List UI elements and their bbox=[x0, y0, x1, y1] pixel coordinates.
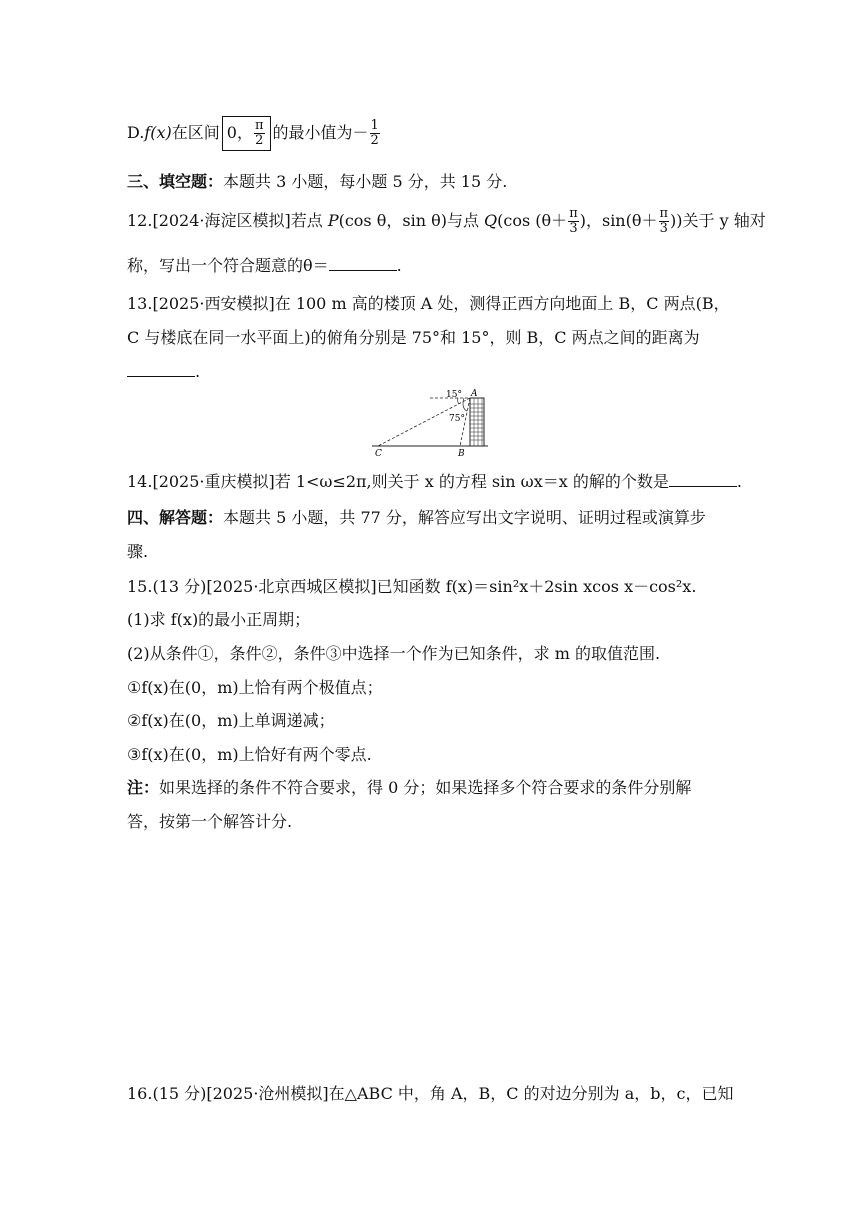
frac-numerator: π bbox=[659, 206, 669, 221]
section-4-text1: 本题共 5 小题，共 77 分，解答应写出文字说明、证明过程或演算步 bbox=[223, 508, 706, 527]
point-p: P bbox=[327, 211, 339, 230]
note-label: 注： bbox=[127, 778, 160, 797]
question-15-note-line2 bbox=[127, 810, 736, 834]
angle-label-75: 75° bbox=[449, 414, 465, 424]
label-c: C bbox=[375, 449, 382, 456]
building-angle-figure bbox=[370, 386, 490, 456]
frac-denominator: 2 bbox=[255, 133, 264, 148]
note-text2: 答，按第一个解答计分. bbox=[127, 812, 293, 831]
question-15-part2 bbox=[127, 642, 736, 666]
option-d-prefix: D. bbox=[127, 123, 145, 142]
section-4-label: 四、解答题： bbox=[127, 508, 224, 527]
q15-condition2: ②f(x)在(0，m)上单调递减； bbox=[127, 711, 335, 730]
q12-text-e: ))关于 y 轴对 bbox=[670, 211, 766, 230]
angle-label-15: 15° bbox=[446, 390, 462, 400]
fraction-one-half bbox=[370, 119, 380, 148]
question-15-part1 bbox=[127, 608, 736, 632]
question-13-line1 bbox=[127, 292, 736, 316]
angle-arc-75 bbox=[463, 398, 467, 411]
interval-left: 0， bbox=[226, 123, 253, 142]
frac-denominator: 3 bbox=[569, 221, 578, 236]
answer-blank-12[interactable] bbox=[329, 254, 397, 271]
q12-text-b: (cos θ，sin θ)与点 bbox=[338, 211, 485, 230]
section-3-label: 三、填空题： bbox=[127, 172, 224, 191]
section-3-heading bbox=[127, 170, 736, 194]
question-12-line1 bbox=[127, 206, 766, 236]
q14-text: 14.[2025·重庆模拟]若 1<ω≤2π,则关于 x 的方程 sin ωx＝x 的解的个数是 bbox=[127, 472, 669, 491]
frac-numerator: π bbox=[254, 118, 264, 133]
answer-blank-14[interactable] bbox=[669, 470, 737, 487]
question-14 bbox=[127, 470, 742, 494]
question-15-condition3 bbox=[127, 743, 736, 767]
interval-bracket bbox=[222, 116, 271, 151]
label-b: B bbox=[458, 449, 465, 456]
option-d-after: 的最小值为－ bbox=[272, 123, 369, 142]
question-15-header bbox=[127, 575, 736, 599]
section-3-text: 本题共 3 小题，每小题 5 分，共 15 分. bbox=[223, 172, 508, 191]
frac-denominator: 3 bbox=[659, 221, 668, 236]
q13-line1-text: 13.[2025·西安模拟]在 100 m 高的楼顶 A 处，测得正西方向地面上 B，C 两点(B， bbox=[127, 294, 730, 313]
question-13-line3 bbox=[127, 360, 736, 384]
q15-header: 15.(13 分)[2025·北京西城区模拟]已知函数 f(x)＝sin²x＋2sin xcos x－cos²x. bbox=[127, 577, 697, 596]
q12-line2-text: 称，写出一个符合题意的θ＝ bbox=[127, 256, 329, 275]
q12-text-a: 12.[2024·海淀区模拟]若点 bbox=[127, 211, 328, 230]
building-floors bbox=[470, 398, 484, 446]
q15-condition3: ③f(x)在(0，m)上恰好有两个零点. bbox=[127, 745, 372, 764]
q12-line2-end: . bbox=[396, 256, 402, 275]
section-4-text2: 骤. bbox=[127, 542, 149, 561]
q15-part2: (2)从条件①，条件②，条件③中选择一个作为已知条件，求 m 的取值范围. bbox=[127, 644, 661, 663]
option-d bbox=[127, 116, 736, 151]
frac-numerator: 1 bbox=[370, 118, 379, 133]
question-13-line2 bbox=[127, 326, 736, 350]
q16-text: 16.(15 分)[2025·沧州模拟]在△ABC 中，角 A，B，C 的对边分别为 a，b，c，已知 bbox=[127, 1084, 734, 1103]
answer-blank-13[interactable] bbox=[127, 360, 195, 377]
q12-text-d: )，sin(θ＋ bbox=[579, 211, 658, 230]
q14-end: . bbox=[736, 472, 742, 491]
function-f: f(x) bbox=[144, 123, 172, 142]
q15-part1: (1)求 f(x)的最小正周期； bbox=[127, 610, 311, 629]
question-12-line2 bbox=[127, 254, 736, 278]
question-16 bbox=[127, 1082, 736, 1106]
q15-condition1: ①f(x)在(0，m)上恰有两个极值点； bbox=[127, 678, 383, 697]
label-a: A bbox=[471, 389, 478, 399]
note-text1: 如果选择的条件不符合要求，得 0 分；如果选择多个符合要求的条件分别解 bbox=[159, 778, 692, 797]
section-4-heading-line1 bbox=[127, 506, 736, 530]
q13-line3-end: . bbox=[195, 362, 201, 381]
question-15-condition1 bbox=[127, 676, 736, 700]
point-q: Q bbox=[484, 211, 498, 230]
section-4-heading-line2 bbox=[127, 540, 736, 564]
q13-line2-text: C 与楼底在同一水平面上)的俯角分别是 75°和 15°，则 B，C 两点之间的距离为 bbox=[127, 328, 700, 347]
fraction-pi-3 bbox=[568, 207, 579, 236]
option-d-text: 在区间 bbox=[171, 123, 220, 142]
question-15-condition2 bbox=[127, 709, 736, 733]
fraction-pi-3-b bbox=[659, 207, 670, 236]
frac-numerator: π bbox=[569, 206, 578, 221]
q12-text-c: (cos (θ＋ bbox=[497, 211, 568, 230]
fraction-pi-2 bbox=[254, 119, 265, 148]
question-15-note-line1 bbox=[127, 776, 736, 800]
frac-denominator: 2 bbox=[370, 133, 379, 148]
